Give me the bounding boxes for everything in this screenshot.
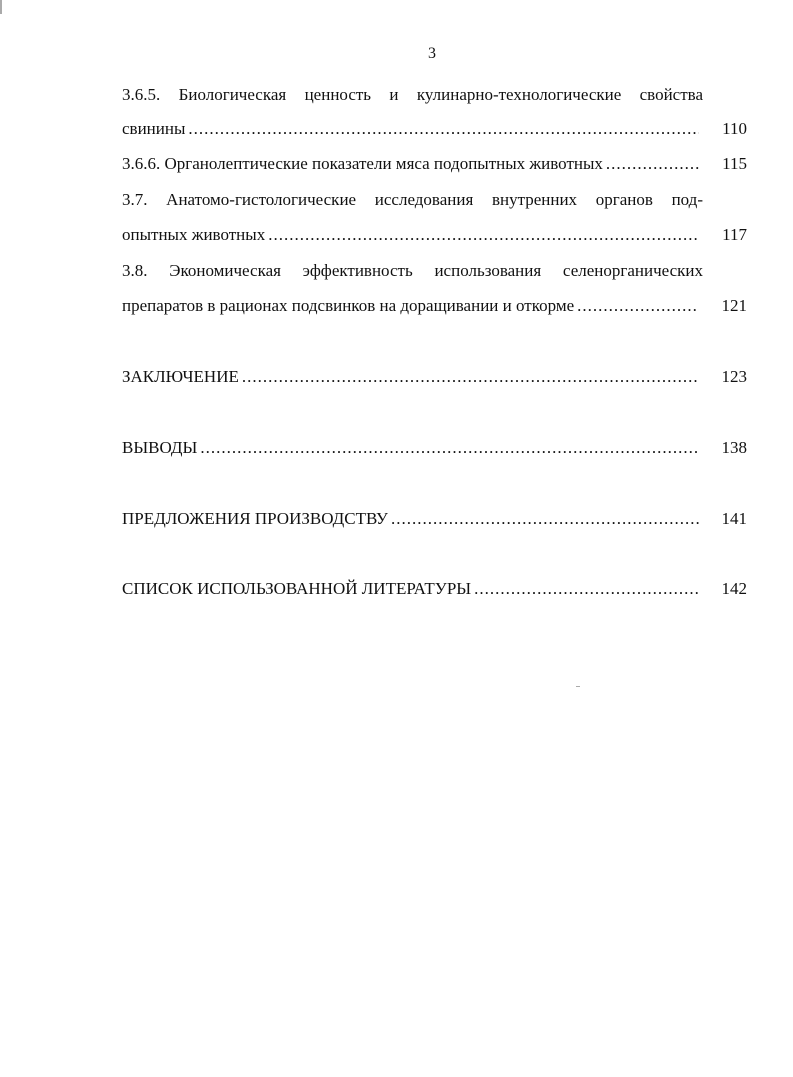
toc-entry-3-6-5 bbox=[122, 117, 747, 141]
dot-leader bbox=[185, 117, 699, 141]
toc-page: 117 bbox=[722, 225, 747, 244]
toc-entry-3-6-5-line1: 3.6.5. Биологическая ценность и кулинарно-технологические свойства bbox=[122, 85, 703, 104]
page-number: 3 bbox=[428, 45, 436, 62]
toc-page: 142 bbox=[721, 579, 747, 598]
dot-leader bbox=[239, 365, 699, 389]
dot-leader bbox=[197, 436, 699, 460]
toc-label: препаратов в рационах подсвинков на доращивании и откорме bbox=[122, 296, 575, 315]
dot-leader bbox=[603, 152, 699, 176]
scan-artifact bbox=[576, 686, 580, 687]
toc-entry-proposals bbox=[122, 507, 747, 531]
toc-entry-3-6-6 bbox=[122, 152, 747, 176]
dot-leader bbox=[471, 577, 699, 601]
toc-page: 138 bbox=[721, 438, 747, 457]
toc-label: опытных животных bbox=[122, 225, 266, 244]
dot-leader bbox=[574, 294, 699, 318]
toc-page: 123 bbox=[721, 367, 747, 386]
toc-entry-findings bbox=[122, 436, 747, 460]
toc-page: 141 bbox=[721, 509, 747, 528]
dot-leader bbox=[388, 507, 699, 531]
toc-page: 115 bbox=[722, 154, 747, 173]
toc-page: 110 bbox=[722, 119, 747, 138]
toc-label: СПИСОК ИСПОЛЬЗОВАННОЙ ЛИТЕРАТУРЫ bbox=[122, 579, 472, 598]
toc-entry-3-7-line1: 3.7. Анатомо-гистологические исследования внутренних органов под- bbox=[122, 190, 703, 209]
toc-label: ЗАКЛЮЧЕНИЕ bbox=[122, 367, 239, 386]
toc-entry-3-8-line1: 3.8. Экономическая эффективность использования селенорганических bbox=[122, 261, 703, 280]
toc-label: 3.6.6. Органолептические показатели мяса подопытных животных bbox=[122, 154, 603, 173]
toc-label: ВЫВОДЫ bbox=[122, 438, 198, 457]
toc-label: ПРЕДЛОЖЕНИЯ ПРОИЗВОДСТВУ bbox=[122, 509, 388, 528]
toc-entry-references bbox=[122, 577, 747, 601]
dot-leader bbox=[265, 223, 699, 247]
scan-artifact bbox=[0, 0, 2, 14]
toc-entry-conclusion bbox=[122, 365, 747, 389]
toc-page: 121 bbox=[721, 296, 747, 315]
toc-label: свинины bbox=[122, 119, 186, 138]
toc-entry-3-8 bbox=[122, 294, 747, 318]
toc-entry-3-7 bbox=[122, 223, 747, 247]
